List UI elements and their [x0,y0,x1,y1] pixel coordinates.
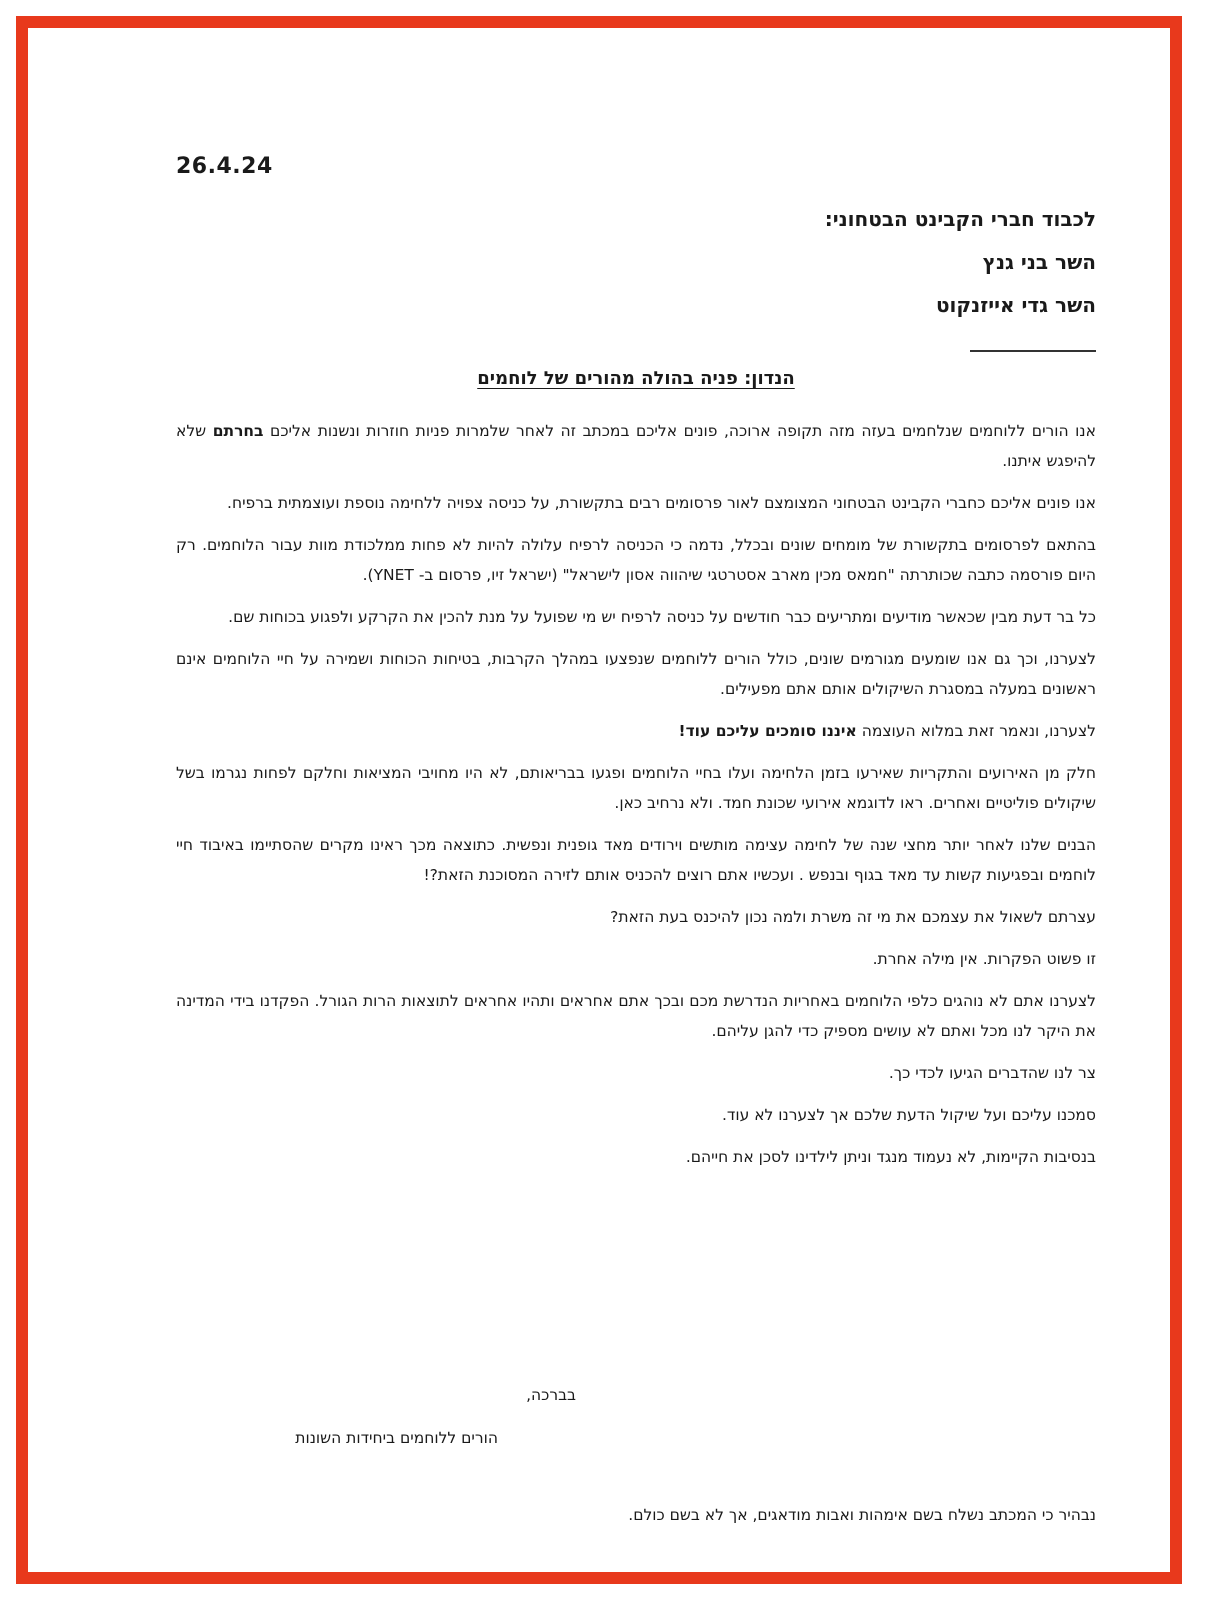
paragraph [176,644,1096,704]
paragraph-text: הבנים שלנו לאחר יותר מחצי שנה של לחימה עצימה מותשים וירודים מאד גופנית ונפשית. כתוצאה מכך ראינו מקרים שהסתיימו באיבוד חיי לוחמים ובפגיעות קשות עד מאד בגוף ובנפש . ועכשיו אתם רוצים להכניס אותם לזירה המסוכנת הזאת?! [176,836,1096,884]
letter-body [176,416,1096,1184]
paragraph-text: לצערנו, וכך גם אנו שומעים מגורמים שונים, כולל הורים ללוחמים שנפצעו במהלך הקרבות, בטיחות הכוחות ושמירה על חיי הלוחמים אינם ראשונים במעלה במסגרת השיקולים אותם אתם מפעילים. [176,650,1096,698]
paragraph-text: אנו פונים אליכם כחברי הקבינט הבטחוני המצומצם לאור פרסומים רבים בתקשורת, על כניסה צפויה ללחימה נוספת ועוצמתית ברפיח. [227,494,1096,512]
paragraph-text: לצערנו, ונאמר זאת במלוא העוצמה [856,722,1096,740]
paragraph [176,830,1096,890]
paragraph-text: צר לנו שהדברים הגיעו לכדי כך. [888,1064,1096,1082]
paragraph [176,602,1096,632]
paragraph-text: לצערנו אתם לא נוהגים כלפי הלוחמים באחריות הנדרשת מכם ובכך אתם אחראים ותהיו אחראים לתוצאות הרות הגורל. הפקדנו בידי המדינה את היקר לנו מכל ואתם לא עושים מספיק כדי להגן עליהם. [176,992,1096,1040]
paragraph [176,902,1096,932]
letter-subject: הנדון: פניה בהולה מהורים של לוחמים [477,368,795,389]
paragraph-text: כל בר דעת מבין שכאשר מודיעים ומתריעים כבר חודשים על כניסה לרפיח יש מי שפועל על מנת להכין את הקרקע ולפגוע בכוחות שם. [228,608,1096,626]
paragraph-text: עצרתם לשאול את עצמכם את מי זה משרת ולמה נכון להיכנס בעת הזאת? [610,908,1096,926]
signature: הורים ללוחמים ביחידות השונות [295,1429,498,1447]
paragraph-text: שלא להיפגש איתנו. [176,422,1096,470]
emphasis-text: איננו סומכים עליכם עוד! [678,722,857,740]
addressee-line: לכבוד חברי הקבינט הבטחוני: [824,207,1096,231]
paragraph-text: חלק מן האירועים והתקריות שאירעו בזמן הלחימה ועלו בחיי הלוחמים ופגעו בבריאותם, לא היו מחויבי המציאות וחלקם לפחות נגרמו בשל שיקולים פוליטיים ואחרים. ראו לדוגמא אירועי שכונת חמד. ולא נרחיב כאן. [176,764,1096,812]
footnote: נבהיר כי המכתב נשלח בשם אימהות ואבות מודאגים, אך לא בשם כולם. [628,1506,1096,1524]
divider [970,350,1096,352]
closing-greeting: בברכה, [526,1386,576,1404]
paragraph [176,758,1096,818]
paragraph [176,488,1096,518]
paragraph-text: אנו הורים ללוחמים שנלחמים בעזה מזה תקופה ארוכה, פונים אליכם במכתב זה לאחר שלמרות פניות חוזרות ונשנות אליכם [263,422,1096,440]
paragraph-text: סמכנו עליכם ועל שיקול הדעת שלכם אך לצערנו לא עוד. [721,1106,1096,1124]
paragraph [176,530,1096,590]
paragraph [176,1142,1096,1172]
addressee-line: השר בני גנץ [982,250,1096,274]
paragraph [176,716,1096,746]
paragraph [176,416,1096,476]
paragraph-text: זו פשוט הפקרות. אין מילה אחרת. [872,950,1096,968]
document-frame [16,16,1182,1584]
paragraph-text: בהתאם לפרסומים בתקשורת של מומחים שונים ובכלל, נדמה כי הכניסה לרפיח עלולה להיות לא פחות ממלכודת מוות עבור הלוחמים. רק היום פורסמה כתבה שכותרתה "חמאס מכין מארב אסטרטגי שיהווה אסון לישראל" (ישראל זיו, פרסום ב- YNET). [176,536,1096,584]
letter-date: 26.4.24 [176,154,273,179]
paragraph [176,1100,1096,1130]
emphasis-text: בחרתם [212,422,264,440]
paragraph-text: בנסיבות הקיימות, לא נעמוד מנגד וניתן לילדינו לסכן את חייהם. [685,1148,1096,1166]
addressee-line: השר גדי אייזנקוט [935,293,1096,317]
addressee-block [825,198,1096,327]
paragraph [176,986,1096,1046]
paragraph [176,944,1096,974]
paragraph [176,1058,1096,1088]
